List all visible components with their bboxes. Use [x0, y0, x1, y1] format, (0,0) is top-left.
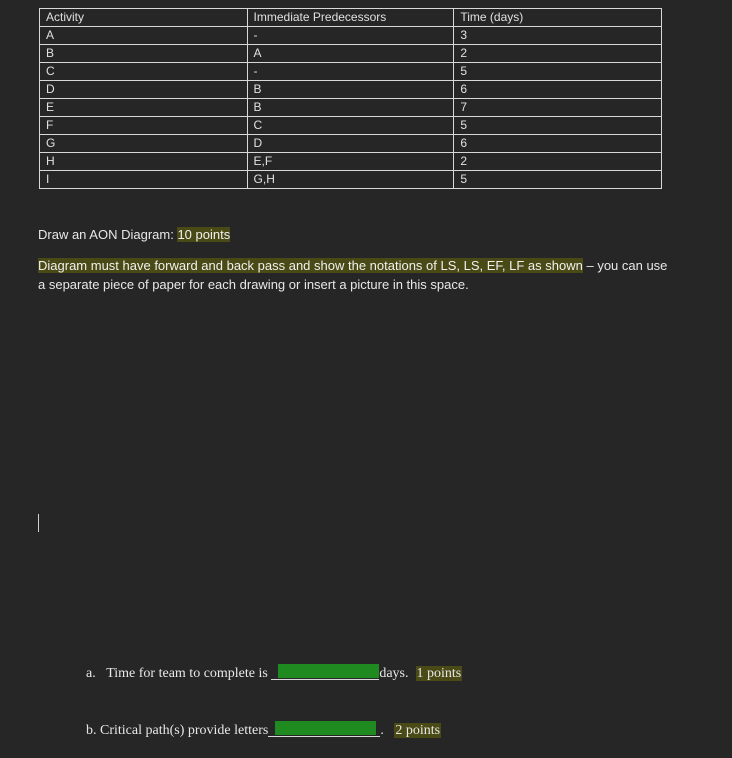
- cell-activity: G: [40, 135, 248, 153]
- draw-label: Draw an AON Diagram:: [38, 227, 174, 242]
- answer-critical-path-field[interactable]: [268, 720, 380, 737]
- cell-activity: C: [40, 63, 248, 81]
- cell-time: 2: [454, 45, 662, 63]
- requirement-rest: – you can use a separate piece of paper for each drawing or insert a picture in this space.: [38, 258, 668, 292]
- question-b-suffix: .: [380, 723, 384, 738]
- cell-time: 6: [454, 81, 662, 99]
- cell-predecessors: -: [247, 63, 454, 81]
- diagram-requirement: [38, 256, 668, 294]
- cell-predecessors: D: [247, 135, 454, 153]
- cell-time: 3: [454, 27, 662, 45]
- draw-instruction: [38, 227, 230, 242]
- table-row: [40, 117, 662, 135]
- table-row: [40, 99, 662, 117]
- cell-activity: A: [40, 27, 248, 45]
- answer-critical-path-fill: [275, 721, 376, 735]
- question-a-marker: a.: [86, 666, 96, 681]
- answer-time-fill: [278, 664, 379, 678]
- header-activity: Activity: [40, 9, 248, 27]
- cell-predecessors: -: [247, 27, 454, 45]
- cell-activity: D: [40, 81, 248, 99]
- cell-predecessors: G,H: [247, 171, 454, 189]
- table-header-row: [40, 9, 662, 27]
- table-row: [40, 153, 662, 171]
- table-row: [40, 27, 662, 45]
- cell-time: 5: [454, 63, 662, 81]
- activity-table: [39, 8, 662, 189]
- text-cursor[interactable]: [38, 514, 39, 532]
- table-row: [40, 81, 662, 99]
- question-b-points: 2 points: [395, 723, 441, 738]
- requirement-highlight: Diagram must have forward and back pass and show the notations of LS, LS, EF, LF as shown: [38, 258, 583, 273]
- question-a: [86, 663, 462, 682]
- cell-time: 2: [454, 153, 662, 171]
- table-row: [40, 45, 662, 63]
- cell-activity: H: [40, 153, 248, 171]
- header-predecessors: Immediate Predecessors: [247, 9, 454, 27]
- cell-predecessors: E,F: [247, 153, 454, 171]
- cell-activity: F: [40, 117, 248, 135]
- table-row: [40, 135, 662, 153]
- cell-time: 7: [454, 99, 662, 117]
- cell-activity: B: [40, 45, 248, 63]
- draw-points: 10 points: [177, 227, 231, 242]
- cell-predecessors: A: [247, 45, 454, 63]
- question-b: [86, 720, 441, 739]
- table-row: [40, 63, 662, 81]
- question-a-points: 1 points: [416, 666, 462, 681]
- cell-time: 6: [454, 135, 662, 153]
- answer-time-field[interactable]: [271, 663, 379, 680]
- cell-activity: I: [40, 171, 248, 189]
- question-a-suffix: days.: [379, 666, 409, 681]
- header-time: Time (days): [454, 9, 662, 27]
- cell-predecessors: B: [247, 81, 454, 99]
- question-b-text: b. Critical path(s) provide letters: [86, 723, 269, 738]
- cell-predecessors: C: [247, 117, 454, 135]
- cell-predecessors: B: [247, 99, 454, 117]
- cell-activity: E: [40, 99, 248, 117]
- question-a-text: Time for team to complete is: [106, 666, 268, 681]
- cell-time: 5: [454, 171, 662, 189]
- table-row: [40, 171, 662, 189]
- cell-time: 5: [454, 117, 662, 135]
